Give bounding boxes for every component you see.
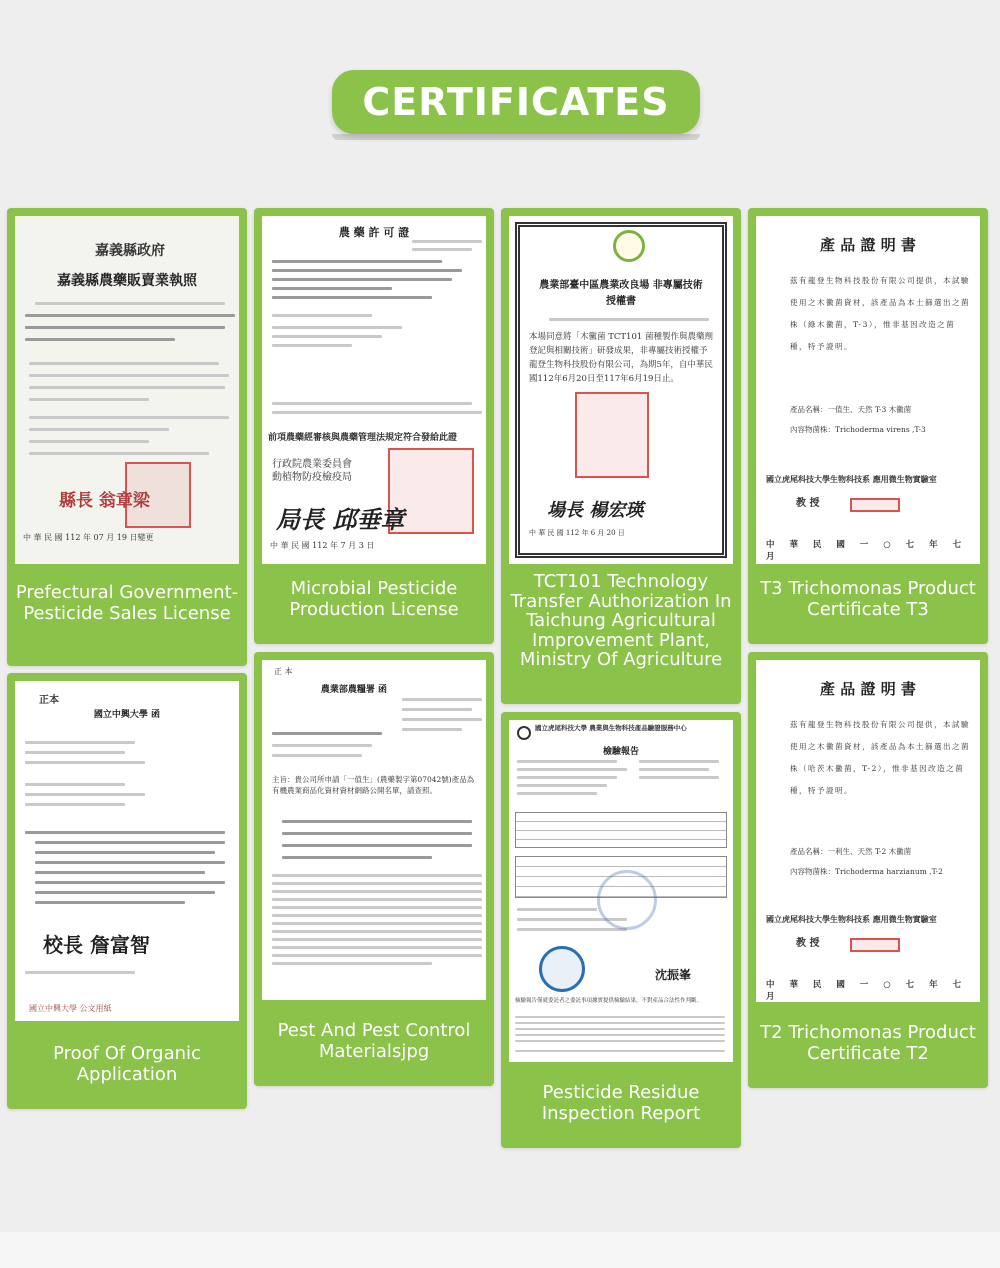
doc-text-line (402, 728, 462, 731)
certificate-card-pest-control-materials[interactable] (254, 652, 494, 1086)
doc-text-line (29, 452, 209, 455)
doc-text-line (29, 398, 149, 401)
certificate-card-residue-report[interactable] (501, 712, 741, 1148)
doc-date: 中 華 民 國 112 年 07 月 19 日變更 (23, 533, 154, 542)
doc-text-line (282, 832, 472, 835)
doc-text-line (29, 440, 149, 443)
doc-header: 正 本 (274, 667, 293, 676)
doc-text-line (639, 768, 709, 771)
doc-date: 中 華 民 國 112 年 7 月 3 日 (270, 541, 375, 550)
doc-text-line (272, 882, 482, 885)
certificate-caption: Proof Of Organic Application (53, 1043, 201, 1085)
doc-text-line (549, 318, 709, 321)
doc-text-line (272, 754, 362, 757)
doc-text-line (517, 928, 627, 931)
official-seal (575, 392, 649, 478)
doc-title: 嘉義縣農藥販賣業執照 (57, 273, 197, 289)
certificate-caption: T2 Trichomonas Product Certificate T2 (760, 1022, 976, 1064)
certificate-card-production-license[interactable] (254, 208, 494, 644)
doc-title: 檢驗報告 (602, 747, 639, 757)
doc-text-line (35, 871, 205, 874)
doc-text-line (35, 302, 225, 305)
doc-text-line (272, 326, 402, 329)
certificate-caption: Pesticide Residue Inspection Report (541, 1082, 701, 1124)
doc-text-line (282, 820, 472, 823)
certification-seal-icon (539, 946, 585, 992)
doc-body: 茲有龍登生物科技股份有限公司提供，本試驗使用之木黴菌資材，該產品為本土篩選出之菌株（綠木黴菌，T-3），惟非基因改造之菌種，特予證明。 (790, 276, 970, 351)
doc-text-line (272, 898, 482, 901)
doc-text-line (272, 278, 452, 281)
certificate-caption: T3 Trichomonas Product Certificate T3 (760, 578, 976, 620)
doc-title: 產 品 證 明 書 (820, 680, 916, 698)
doc-text-line (517, 784, 607, 787)
doc-signature: 局長 邱垂章 (276, 505, 405, 534)
doc-text-line (515, 1034, 725, 1036)
doc-date: 中 華 民 國 一 ○ 七 年 七 月 (766, 540, 968, 562)
doc-text-line (29, 374, 229, 377)
doc-text-line (517, 760, 617, 763)
doc-text-line (272, 890, 482, 893)
certificate-caption: Prefectural Government-Pesticide Sales License (15, 582, 239, 624)
watermark-seal-icon (597, 870, 657, 930)
certificate-card-organic-application[interactable] (7, 673, 247, 1109)
doc-text-line (515, 1016, 725, 1018)
doc-text-line (25, 783, 125, 786)
doc-text-line (282, 856, 432, 859)
doc-text-line (412, 248, 472, 251)
doc-text-line (29, 386, 225, 389)
doc-text-line (35, 891, 215, 894)
doc-text-line (25, 761, 145, 764)
doc-title: 農業部農糧署 函 (320, 685, 388, 695)
doc-text-line (35, 841, 225, 844)
doc-text-line (639, 760, 719, 763)
doc-text-line (515, 1040, 725, 1042)
page-title: CERTIFICATES (362, 80, 670, 124)
doc-text-line (29, 428, 169, 431)
doc-text-line (272, 930, 482, 933)
doc-text-line (272, 314, 372, 317)
doc-signer: 教 授 (796, 498, 820, 509)
university-logo-icon (517, 726, 531, 740)
doc-text-line (272, 922, 482, 925)
doc-text-line (272, 874, 482, 877)
official-seal (850, 938, 900, 952)
doc-title: 農 藥 許 可 證 (338, 226, 410, 239)
certificate-image (262, 660, 486, 1000)
doc-text-line (25, 751, 125, 754)
doc-text-line (272, 344, 352, 347)
doc-text-line (272, 269, 462, 272)
doc-product: 產品名稱：一值生、天然 T-3 木黴菌 (790, 405, 912, 414)
doc-text-line (515, 1022, 725, 1024)
doc-text-line (517, 908, 597, 911)
doc-issuer: 國立虎尾科技大學生物科技系 應用微生物實驗室 (766, 914, 937, 924)
doc-text-line (35, 861, 225, 864)
doc-text-line (272, 914, 482, 917)
doc-content: 內容物菌株：Trichoderma harzianum ,T-2 (790, 867, 943, 876)
doc-text-line (282, 844, 472, 847)
doc-text-line (29, 362, 219, 365)
doc-signature: 場長 楊宏瑛 (547, 500, 644, 521)
doc-issuer: 行政院農業委員會 動植物防疫檢疫局 (272, 459, 352, 483)
doc-text-line (29, 416, 229, 419)
certificate-card-t3-certificate[interactable] (748, 208, 988, 644)
doc-title: 國立中興大學 函 (93, 710, 161, 720)
doc-text-line (412, 240, 482, 243)
certificate-image (15, 216, 239, 564)
doc-text-line (25, 314, 235, 317)
doc-text-line (272, 962, 432, 965)
doc-text-line (402, 698, 482, 701)
agency-logo-icon (613, 230, 645, 262)
doc-text-line (272, 287, 392, 290)
doc-text-line (35, 901, 185, 904)
certificate-image (509, 216, 733, 564)
doc-text-line (25, 831, 225, 834)
doc-signer: 教 授 (796, 938, 820, 949)
doc-text-line (25, 793, 145, 796)
doc-footer: 國立中興大學 公文用紙 (29, 1004, 112, 1013)
doc-text-line (25, 971, 135, 974)
page-footer-strip (0, 1232, 1000, 1268)
doc-text-line (272, 906, 482, 909)
doc-text-line (517, 776, 617, 779)
doc-title: 農業部臺中區農業改良場 非專屬技術授權書 (539, 280, 703, 307)
certificate-image (509, 720, 733, 1062)
doc-date: 中 華 民 國 一 ○ 七 年 七 月 (766, 980, 968, 1002)
doc-text-line (515, 1028, 725, 1030)
doc-text-line (517, 768, 627, 771)
doc-content: 內容物菌株：Trichoderma virens ,T-3 (790, 425, 926, 434)
doc-text-line (515, 1050, 725, 1052)
doc-signature: 校長 詹富智 (43, 933, 150, 957)
results-table (515, 812, 727, 848)
doc-text-line (272, 260, 442, 263)
doc-text-line (272, 732, 382, 735)
doc-notice: 前項農藥經審核與農藥管理法規定符合發給此證 (268, 433, 458, 443)
doc-title: 產 品 證 明 書 (820, 236, 916, 254)
doc-product: 產品名稱：一利生、天然 T-2 木黴菌 (790, 847, 912, 856)
doc-text-line (639, 776, 719, 779)
page-title-banner (332, 70, 700, 134)
certificate-card-t2-certificate[interactable] (748, 652, 988, 1088)
doc-body: 本場同意將「木黴菌 TCT101 菌種製作與農藥劑登記與相關技術」研發成果，非專屬技術授權予龍登生物科技股份有限公司，為期5年，自中華民國112年6月20日至117年6月19日止。 (529, 332, 713, 384)
doc-date: 中 華 民 國 112 年 6 月 20 日 (529, 529, 625, 537)
doc-text-line (35, 851, 215, 854)
certificate-caption: Pest And Pest Control Materialsjpg (277, 1020, 471, 1062)
doc-text-line (402, 708, 472, 711)
doc-header: 嘉義縣政府 (95, 243, 165, 259)
doc-text-line (272, 946, 482, 949)
doc-body: 茲有龍登生物科技股份有限公司提供，本試驗使用之木黴菌資材，該產品為本土篩選出之菌株（哈茨木黴菌，T-2），惟非基因改造之菌種，特予證明。 (790, 720, 970, 795)
doc-text-line (272, 954, 482, 957)
doc-text-line (25, 803, 125, 806)
doc-text-line (25, 338, 175, 341)
doc-signature: 沈振峯 (655, 968, 692, 982)
doc-text-line (272, 296, 432, 299)
doc-header: 正本 (39, 695, 59, 706)
doc-text-line (35, 881, 225, 884)
certificate-caption: Microbial Pesticide Production License (289, 578, 459, 620)
doc-text-line (25, 326, 225, 329)
certificate-image (756, 660, 980, 1002)
doc-text-line (272, 938, 482, 941)
doc-text-line (25, 741, 135, 744)
doc-issuer: 國立虎尾科技大學生物科技系 應用微生物實驗室 (766, 474, 937, 484)
certificate-caption: TCT101 Technology Transfer Authorization In Taichung Agricultural Improvement Plant, Ministry Of Agriculture (510, 571, 732, 670)
doc-text-line (517, 792, 597, 795)
certificate-image (262, 216, 486, 564)
doc-text-line (272, 335, 382, 338)
certificate-image (15, 681, 239, 1021)
official-seal (850, 498, 900, 512)
doc-text-line (402, 718, 482, 721)
doc-header: 國立虎尾科技大學 農業與生物科技產品驗證服務中心 (535, 724, 687, 732)
doc-body: 主旨：貴公司所申請「一值生」(農藥製字第07042號)產品為有機農業商品化資材資材網路公開名單，請查照。 (272, 775, 475, 795)
certificate-card-tct101-authorization[interactable] (501, 208, 741, 704)
doc-signature: 縣長 翁章梁 (59, 491, 150, 511)
certificate-card-sales-license[interactable] (7, 208, 247, 666)
doc-text-line (272, 744, 372, 747)
certificate-image (756, 216, 980, 564)
doc-footer: 檢驗報告僅就委託者之委託事項據實提供檢驗結果，不對產品合法性作判斷。 (515, 998, 703, 1004)
doc-text-line (272, 411, 482, 414)
doc-text-line (272, 402, 472, 405)
